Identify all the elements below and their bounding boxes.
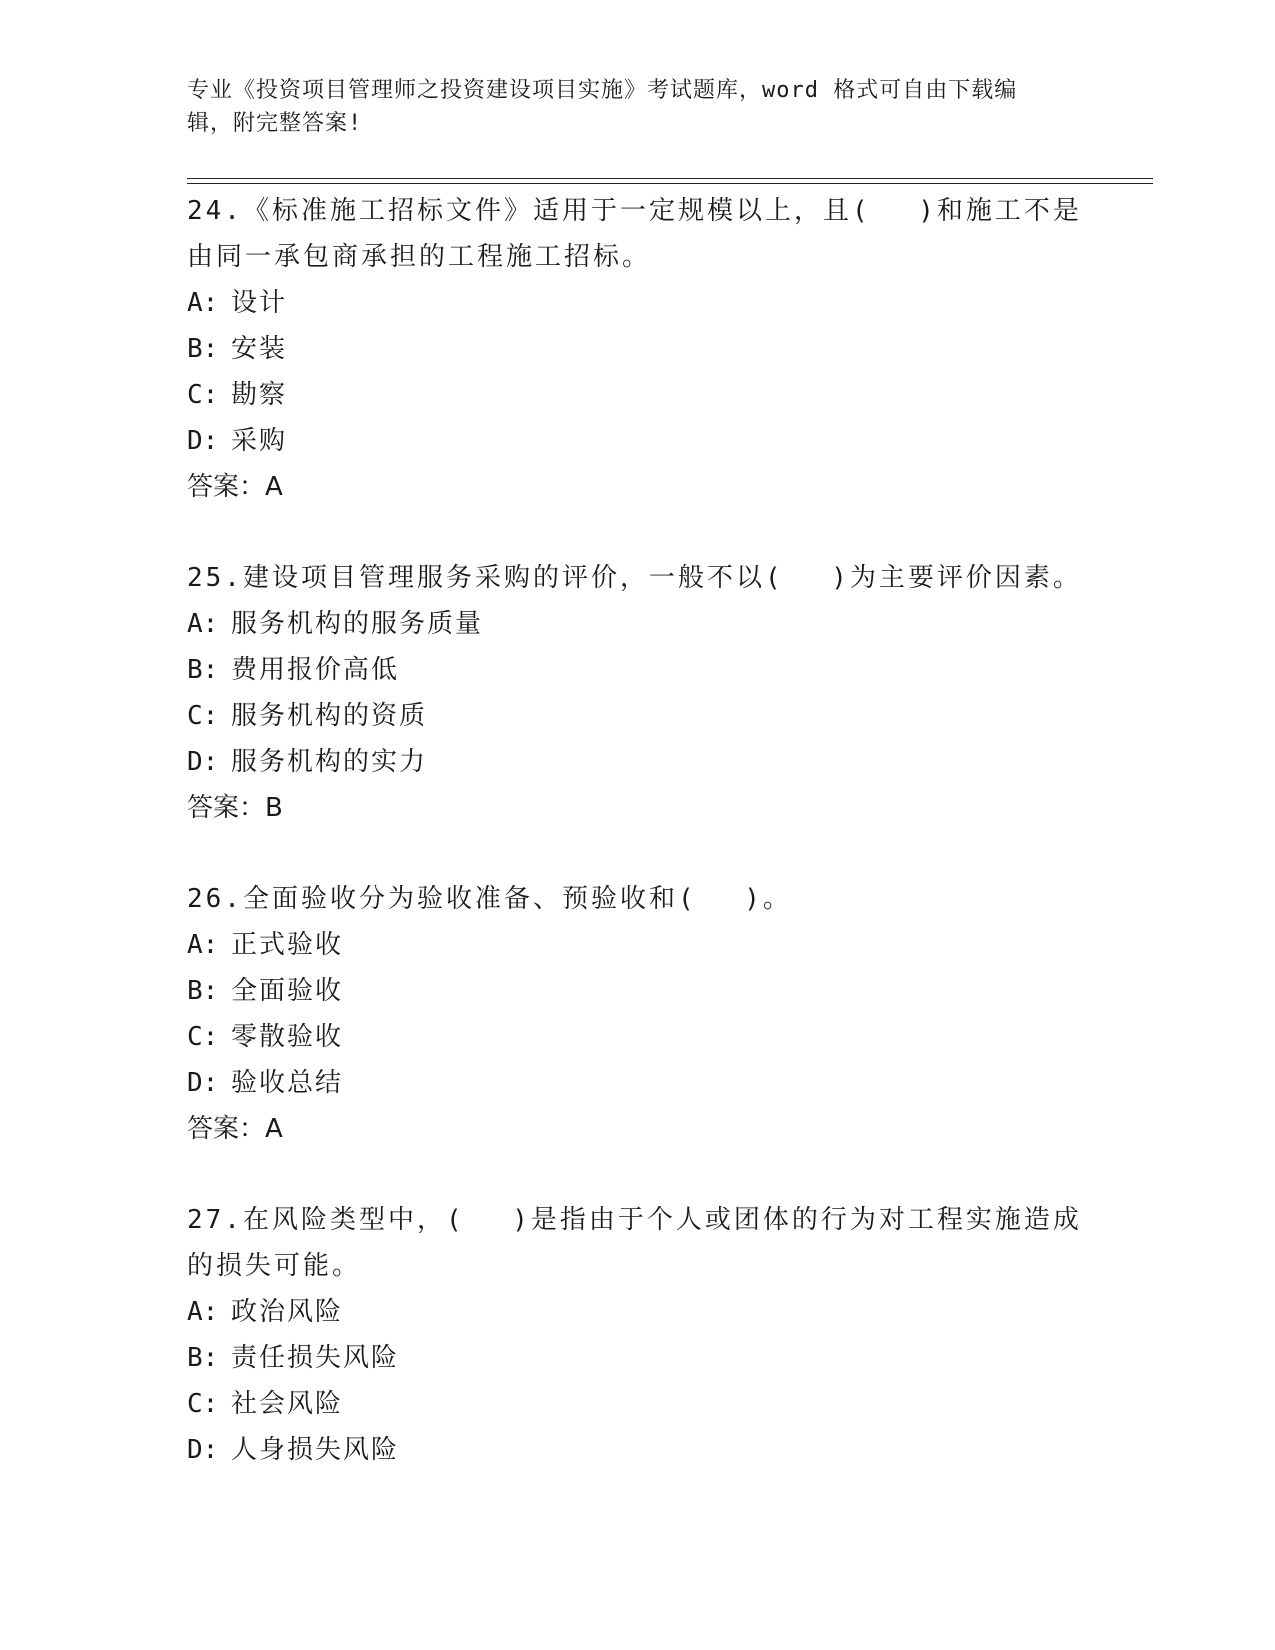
option-text: 勘察	[231, 380, 288, 410]
answer-label: 答案：A	[187, 472, 283, 502]
question-27	[187, 1197, 1087, 1473]
option-key: D:	[187, 1435, 219, 1465]
option-text: 零散验收	[231, 1022, 344, 1052]
header-divider-bottom	[187, 183, 1153, 184]
question-26	[187, 876, 1087, 1152]
option-key: D:	[187, 426, 219, 456]
option-text: 正式验收	[231, 930, 344, 960]
option-text: 服务机构的实力	[231, 747, 428, 777]
option-key: D:	[187, 1068, 219, 1098]
option-b	[187, 1335, 1087, 1381]
option-text: 政治风险	[231, 1297, 344, 1327]
option-text: 设计	[231, 288, 288, 318]
option-b	[187, 647, 1087, 693]
answer-label: 答案：A	[187, 1114, 283, 1144]
option-text: 人身损失风险	[231, 1435, 400, 1465]
question-stem: 27.在风险类型中，( )是指由于个人或团体的行为对工程实施造成	[187, 1205, 1082, 1235]
option-key: A:	[187, 609, 219, 639]
option-key: A:	[187, 930, 219, 960]
option-c	[187, 693, 1087, 739]
question-stem: 26.全面验收分为验收准备、预验收和( )。	[187, 884, 792, 914]
option-c	[187, 372, 1087, 418]
question-stem-continued: 的损失可能。	[187, 1251, 362, 1281]
option-text: 全面验收	[231, 976, 344, 1006]
option-a	[187, 922, 1087, 968]
option-b	[187, 326, 1087, 372]
question-24	[187, 188, 1087, 510]
option-key: B:	[187, 1343, 219, 1373]
option-d	[187, 1427, 1087, 1473]
option-key: B:	[187, 655, 219, 685]
option-key: D:	[187, 747, 219, 777]
answer-label: 答案：B	[187, 793, 283, 823]
question-stem: 25.建设项目管理服务采购的评价，一般不以( )为主要评价因素。	[187, 563, 1082, 593]
option-d	[187, 1060, 1087, 1106]
option-key: C:	[187, 380, 219, 410]
option-key: C:	[187, 701, 219, 731]
option-b	[187, 968, 1087, 1014]
option-c	[187, 1381, 1087, 1427]
question-stem: 24.《标准施工招标文件》适用于一定规模以上，且( )和施工不是	[187, 196, 1082, 226]
option-key: B:	[187, 334, 219, 364]
option-text: 责任损失风险	[231, 1343, 400, 1373]
header-line-2: 辑，附完整答案!	[187, 111, 363, 136]
header-line-1: 专业《投资项目管理师之投资建设项目实施》考试题库，word 格式可自由下载编	[187, 78, 1018, 103]
document-header	[187, 74, 1067, 140]
option-c	[187, 1014, 1087, 1060]
question-25	[187, 555, 1087, 831]
option-text: 社会风险	[231, 1389, 344, 1419]
option-a	[187, 1289, 1087, 1335]
option-key: B:	[187, 976, 219, 1006]
option-d	[187, 418, 1087, 464]
option-key: C:	[187, 1022, 219, 1052]
header-divider-top	[187, 178, 1153, 179]
option-key: C:	[187, 1389, 219, 1419]
option-text: 服务机构的资质	[231, 701, 428, 731]
option-text: 安装	[231, 334, 288, 364]
option-text: 服务机构的服务质量	[231, 609, 484, 639]
option-d	[187, 739, 1087, 785]
option-a	[187, 601, 1087, 647]
question-stem-continued: 由同一承包商承担的工程施工招标。	[187, 242, 652, 272]
option-key: A:	[187, 288, 219, 318]
option-text: 采购	[231, 426, 288, 456]
option-a	[187, 280, 1087, 326]
question-list	[187, 188, 1087, 1518]
option-text: 验收总结	[231, 1068, 344, 1098]
option-key: A:	[187, 1297, 219, 1327]
option-text: 费用报价高低	[231, 655, 400, 685]
